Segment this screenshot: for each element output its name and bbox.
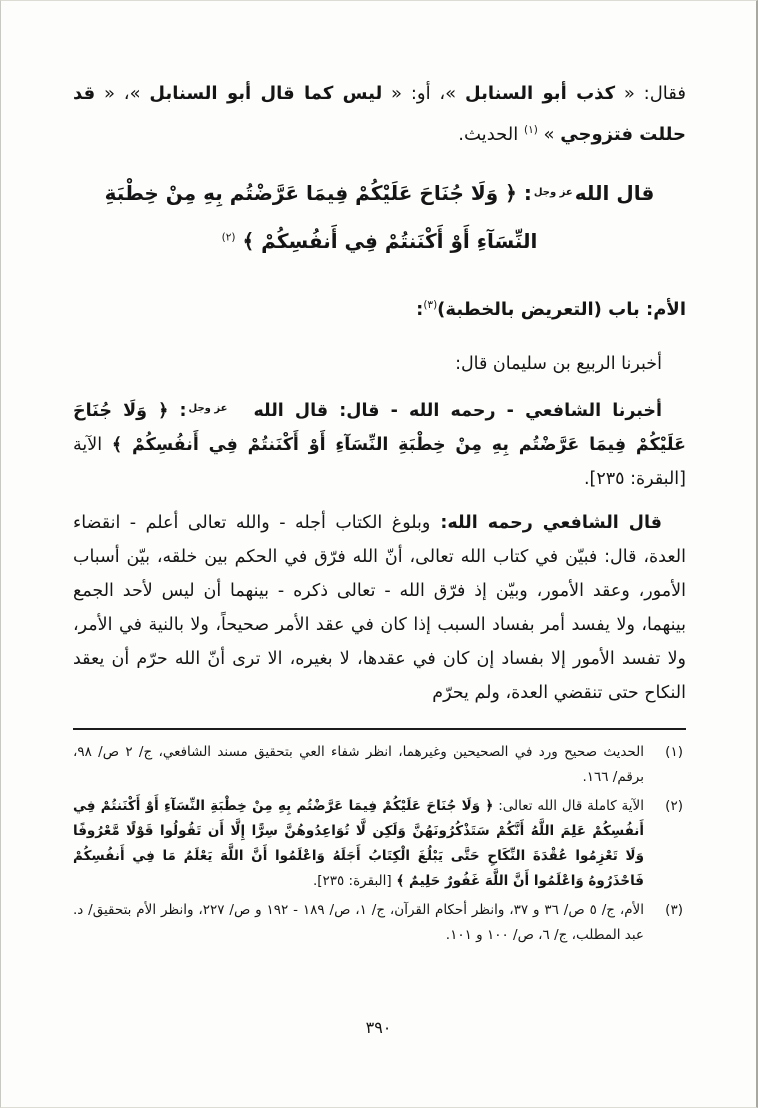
honorific-mark: عز وجل bbox=[533, 187, 573, 198]
section-heading-colon: : bbox=[416, 299, 424, 320]
paragraph-commentary bbox=[73, 506, 686, 710]
narration-lead-colon: : bbox=[168, 401, 187, 421]
footnote-text: الأم، ج/ ٥ ص/ ٣٦ و ٣٧، وانظر أحكام القرآن، ج/ ١، ص/ ١٨٩ - ١٩٢ و ص/ ٢٢٧، وانظر الأم بتحقيق/ د. عبد المطلب، ج/ ٦، ص/ ١٠٠ و ١٠١. bbox=[73, 902, 644, 943]
commentary-lead: قال الشافعي رحمه الله: bbox=[430, 513, 662, 533]
footnote-separator bbox=[73, 728, 686, 730]
footnotes-section bbox=[73, 728, 686, 948]
footnote-ref-1: (١) bbox=[523, 124, 538, 136]
footnote-ref-3: (٣) bbox=[423, 299, 438, 311]
commentary-text: وبلوغ الكتاب أجله - والله تعالى أعلم - انقضاء العدة، قال: فبيّن في كتاب الله تعالى، أنّ الله فرّق في الحكم بين خلقه، بيّن أسباب الأمور، وعقد الأمور، وبيّن إذ فرّق الله - تعالى ذكره - بينهما أن ليس لأحد الجمع بينهما، ولا يفسد أمر بفساد السبب إذا كان في عقد الأمر صحيحاً، ولا بالنية في الأمر، ولا تفسد الأمور إلا بفساد إن كان في عقدها، لا بغيره، الا ترى أنّ الله حرّم أن يعقد النكاح حتى تنقضي العدة، ولم يحرّم bbox=[73, 513, 686, 703]
quran-verse-block bbox=[91, 169, 668, 265]
footnote-verse-ref: [البقرة: ٢٣٥]. bbox=[312, 873, 392, 889]
footnote-number-1: (١) bbox=[665, 744, 683, 760]
section-heading-text: الأم: باب (التعريض بالخطبة) bbox=[437, 299, 686, 320]
verse-reference: الآية [البقرة: ٢٣٥]. bbox=[73, 435, 686, 489]
text-run: »، أو: « bbox=[382, 83, 465, 104]
footnote-text: الآية كاملة قال الله تعالى: bbox=[493, 798, 644, 814]
text-run: فقال: « bbox=[615, 83, 686, 104]
section-heading bbox=[73, 295, 686, 325]
quran-verse-text: ﴿ وَلَا جُنَاحَ عَلَيْكُمْ فِيمَا عَرَّضْتُم بِهِ مِنْ خِطْبَةِ النِّسَآءِ أَوْ أَكْنَنتُمْ فِي أَنفُسِكُمْ ﴾ bbox=[104, 181, 538, 253]
footnote-2 bbox=[73, 794, 686, 894]
footnote-text: الحديث صحيح ورد في الصحيحين وغيرهما، انظر شفاء العي بتحقيق مسند الشافعي، ج/ ٢ ص/ ٩٨، برقم/ ١٦٦. bbox=[73, 744, 645, 785]
footnote-quran-text: ﴿ وَلَا جُنَاحَ عَلَيْكُمْ فِيمَا عَرَّضْتُم بِهِ مِنْ خِطْبَةِ النِّسَآءِ أَوْ أَكْنَنتُمْ فِي أَنفُسِكُمْ عَلِمَ اللَّهُ أَنَّكُمْ سَتَذْكُرُونَهُنَّ وَلَكِن لَّا تُوَاعِدُوهُنَّ سِرًّا إِلَّا أَن تَقُولُوا قَوْلًا مَّعْرُوفًا وَلَا تَعْزِمُوا عُقْدَةَ النِّكَاحِ حَتَّى يَبْلُغَ الْكِتَابُ أَجَلَهُ وَاعْلَمُوا أَنَّ اللَّهَ يَعْلَمُ مَا فِي أَنفُسِكُمْ فَاحْذَرُوهُ وَاعْلَمُوا أَنَّ اللَّهَ غَفُورٌ حَلِيمٌ ﴾ bbox=[73, 798, 644, 889]
hadith-quote-3: قد حللت فتزوجي bbox=[73, 83, 686, 145]
narration-lead: أخبرنا الشافعي - رحمه الله - قال: قال الله bbox=[253, 401, 662, 421]
page-number: ٣٩٠ bbox=[365, 1018, 392, 1037]
footnote-number-2: (٢) bbox=[665, 798, 683, 814]
footnote-3 bbox=[73, 898, 686, 948]
footnote-1 bbox=[73, 740, 686, 790]
footnote-number-3: (٣) bbox=[665, 902, 683, 918]
footnote-ref-2: (٢) bbox=[221, 231, 236, 244]
text-run: » bbox=[537, 124, 561, 145]
hadith-quote-2: ليس كما قال أبو السنابل bbox=[149, 83, 383, 104]
text-run: »، « bbox=[95, 83, 150, 104]
verse-lead: قال الله bbox=[574, 181, 655, 205]
paragraph-isnad: أخبرنا الربيع بن سليمان قال: bbox=[455, 354, 662, 374]
hadith-quote-1: كذب أبو السنابل bbox=[465, 83, 616, 104]
verse-lead-colon: : bbox=[516, 181, 532, 205]
text-run: الحديث. bbox=[458, 124, 524, 145]
honorific-mark: عز وجل bbox=[188, 403, 228, 414]
quran-verse-inline: ﴿ وَلَا جُنَاحَ عَلَيْكُمْ فِيمَا عَرَّضْتُم بِهِ مِنْ خِطْبَةِ النِّسَآءِ أَوْ أَكْنَنتُمْ فِي أَنفُسِكُمْ ﴾ bbox=[73, 401, 686, 455]
paragraph-shafii-quote bbox=[73, 394, 686, 496]
paragraph-hadith bbox=[73, 73, 686, 155]
